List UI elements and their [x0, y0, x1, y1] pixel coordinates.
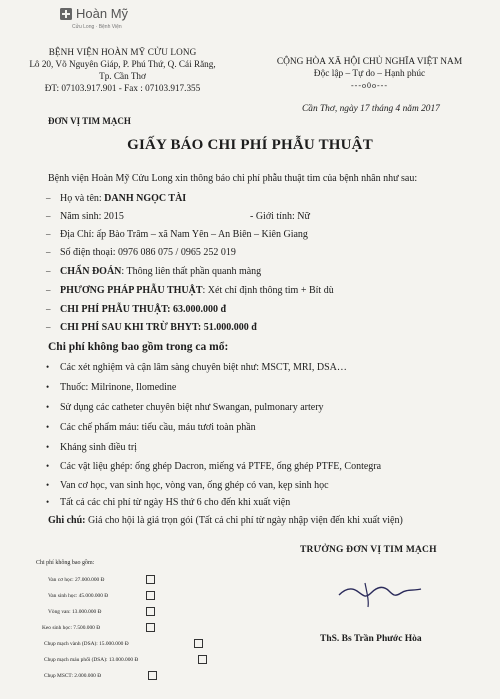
excluded-cost-row	[42, 625, 100, 631]
excluded-costs-heading: Chi phí không bao gồm:	[36, 560, 95, 566]
checkbox[interactable]	[146, 623, 155, 632]
excluded-item	[46, 497, 291, 508]
surgery-method-row	[46, 285, 334, 296]
surgery-method-label: PHƯƠNG PHÁP PHẪU THUẬT	[60, 285, 203, 296]
bullet-icon: •	[46, 362, 50, 372]
excluded-item	[46, 362, 347, 373]
bullet-icon: •	[46, 442, 50, 452]
excluded-cost-row	[44, 673, 101, 679]
nation-motto: Độc lập – Tự do – Hạnh phúc	[313, 69, 426, 79]
excluded-cost-row	[44, 641, 129, 647]
patient-address-row	[46, 229, 308, 240]
excluded-item-text: Sử dụng các catheter chuyên biệt như Swangan, pulmonary artery	[60, 402, 324, 413]
nation-divider: ---o0o---	[351, 81, 388, 90]
hospital-address-line1: Lô 20, Võ Nguyên Giáp, P. Phú Thứ, Q. Cái Răng,	[29, 59, 216, 69]
patient-phone-row	[46, 247, 236, 258]
excluded-cost-row	[48, 593, 108, 599]
bullet-icon: –	[46, 266, 51, 276]
nation-title: CỘNG HÒA XÃ HỘI CHỦ NGHĨA VIỆT NAM	[276, 57, 463, 67]
excluded-cost-text: Vòng van: 13.000.000 Đ	[48, 609, 102, 615]
national-header	[262, 56, 477, 92]
patient-gender: - Giới tính: Nữ	[250, 211, 310, 222]
excluded-item	[46, 461, 382, 472]
excluded-item-text: Tất cả các chi phí từ ngày HS thứ 6 cho đến khi xuất viện	[60, 497, 291, 508]
logo-subtitle: Cửu Long · Bệnh Viện	[72, 24, 122, 30]
bullet-icon: •	[46, 497, 50, 507]
note-text: Giá cho hội là giá trọn gói (Tất cả chi phí từ ngày nhập viện đến khi xuất viện)	[85, 515, 403, 526]
checkbox[interactable]	[146, 575, 155, 584]
note-label: Ghi chú:	[48, 515, 86, 526]
excluded-item-text: Kháng sinh điều trị	[60, 442, 137, 453]
department-name: ĐƠN VỊ TIM MẠCH	[48, 116, 131, 126]
bullet-icon: •	[46, 402, 50, 412]
excluded-item	[46, 422, 256, 433]
surgery-cost: CHI PHÍ PHẪU THUẬT: 63.000.000 đ	[60, 304, 227, 315]
hospital-info	[20, 46, 225, 94]
bullet-icon: –	[46, 229, 51, 239]
bullet-icon: –	[46, 211, 51, 221]
bullet-icon: –	[46, 247, 51, 257]
excluded-cost-row	[44, 657, 138, 663]
patient-birth: Năm sinh: 2015	[60, 211, 124, 222]
intro-text: Bệnh viện Hoàn Mỹ Cửu Long xin thông báo chi phí phẫu thuật tim của bệnh nhân như sau:	[48, 173, 418, 184]
patient-name-row	[46, 193, 187, 204]
checkbox[interactable]	[148, 671, 157, 680]
excluded-cost-text: Van sinh học: 45.000.000 Đ	[48, 593, 109, 599]
excluded-item	[46, 480, 329, 491]
document-title: GIẤY BÁO CHI PHÍ PHẪU THUẬT	[127, 137, 373, 153]
excluded-item-text: Các vật liệu ghép: ống ghép Dacron, miếng vá PTFE, ống ghép PTFE, Contegra	[60, 461, 382, 472]
excluded-cost-text: Keo sinh học: 7.500.000 Đ	[42, 625, 101, 631]
doctor-name: ThS. Bs Trần Phước Hòa	[320, 634, 422, 644]
surgery-method-value: : Xét chỉ định thông tim + Bít dù	[202, 285, 334, 296]
bullet-icon: –	[46, 322, 51, 332]
surgery-cost-row	[46, 304, 227, 315]
bullet-icon: •	[46, 382, 50, 392]
excluded-heading: Chi phí không bao gồm trong ca mổ:	[48, 341, 229, 353]
excluded-item-text: Các chế phẩm máu: tiểu cầu, máu tươi toàn phần	[60, 422, 256, 433]
checkbox[interactable]	[194, 639, 203, 648]
medical-cross-icon	[60, 8, 72, 20]
bullet-icon: –	[46, 285, 51, 295]
patient-address: Địa Chỉ: ấp Bào Trâm – xã Nam Yên – An Biên – Kiên Giang	[60, 229, 308, 240]
checkbox[interactable]	[198, 655, 207, 664]
bullet-icon: •	[46, 461, 50, 471]
bullet-icon: –	[46, 193, 51, 203]
diagnosis-value: : Thông liên thất phần quanh màng	[121, 266, 262, 277]
excluded-item-text: Các xét nghiệm và cận lâm sàng chuyên biệt như: MSCT, MRI, DSA…	[60, 362, 347, 373]
patient-name-label: Họ và tên:	[60, 193, 105, 204]
hospital-contact: ĐT: 07103.917.901 - Fax : 07103.917.355	[44, 83, 201, 93]
excluded-cost-text: Van cơ học: 27.000.000 Đ	[48, 577, 105, 583]
department-head-title: TRƯỞNG ĐƠN VỊ TIM MẠCH	[300, 545, 437, 555]
signature-image	[335, 575, 425, 609]
patient-name: DANH NGỌC TÀI	[104, 193, 187, 204]
diagnosis-label: CHẨN ĐOÁN	[60, 266, 122, 277]
excluded-item	[46, 402, 324, 413]
logo-name: Hoàn Mỹ	[76, 6, 129, 21]
excluded-cost-row	[48, 609, 101, 615]
excluded-item-text: Thuốc: Milrinone, Ilomedine	[60, 382, 177, 393]
cost-after-insurance-row	[46, 322, 257, 333]
diagnosis-row	[46, 266, 262, 277]
excluded-item	[46, 382, 177, 393]
note-row	[48, 515, 403, 526]
hospital-name: BỆNH VIỆN HOÀN MỸ CỬU LONG	[48, 47, 197, 57]
excluded-cost-text: Chụp MSCT: 2.000.000 Đ	[44, 673, 102, 679]
bullet-icon: •	[46, 480, 50, 490]
checkbox[interactable]	[146, 591, 155, 600]
document-date: Cần Thơ, ngày 17 tháng 4 năm 2017	[302, 104, 440, 114]
bullet-icon: •	[46, 422, 50, 432]
patient-birth-row	[46, 211, 124, 222]
cost-after-insurance: CHI PHÍ SAU KHI TRỪ BHYT: 51.000.000 đ	[60, 322, 257, 333]
excluded-item-text: Van cơ học, van sinh học, vòng van, ống ghép có van, kẹp sinh học	[60, 480, 329, 491]
bullet-icon: –	[46, 304, 51, 314]
excluded-cost-text: Chụp mạch vành (DSA): 15.000.000 Đ	[44, 641, 129, 647]
checkbox[interactable]	[146, 607, 155, 616]
excluded-cost-text: Chụp mạch máu phổi (DSA): 13.000.000 Đ	[44, 657, 139, 663]
excluded-cost-row	[48, 577, 104, 583]
patient-phone: Số điện thoại: 0976 086 075 / 0965 252 019	[60, 247, 236, 258]
excluded-item	[46, 442, 137, 453]
hospital-address-line2: Tp. Cần Thơ	[99, 71, 146, 81]
